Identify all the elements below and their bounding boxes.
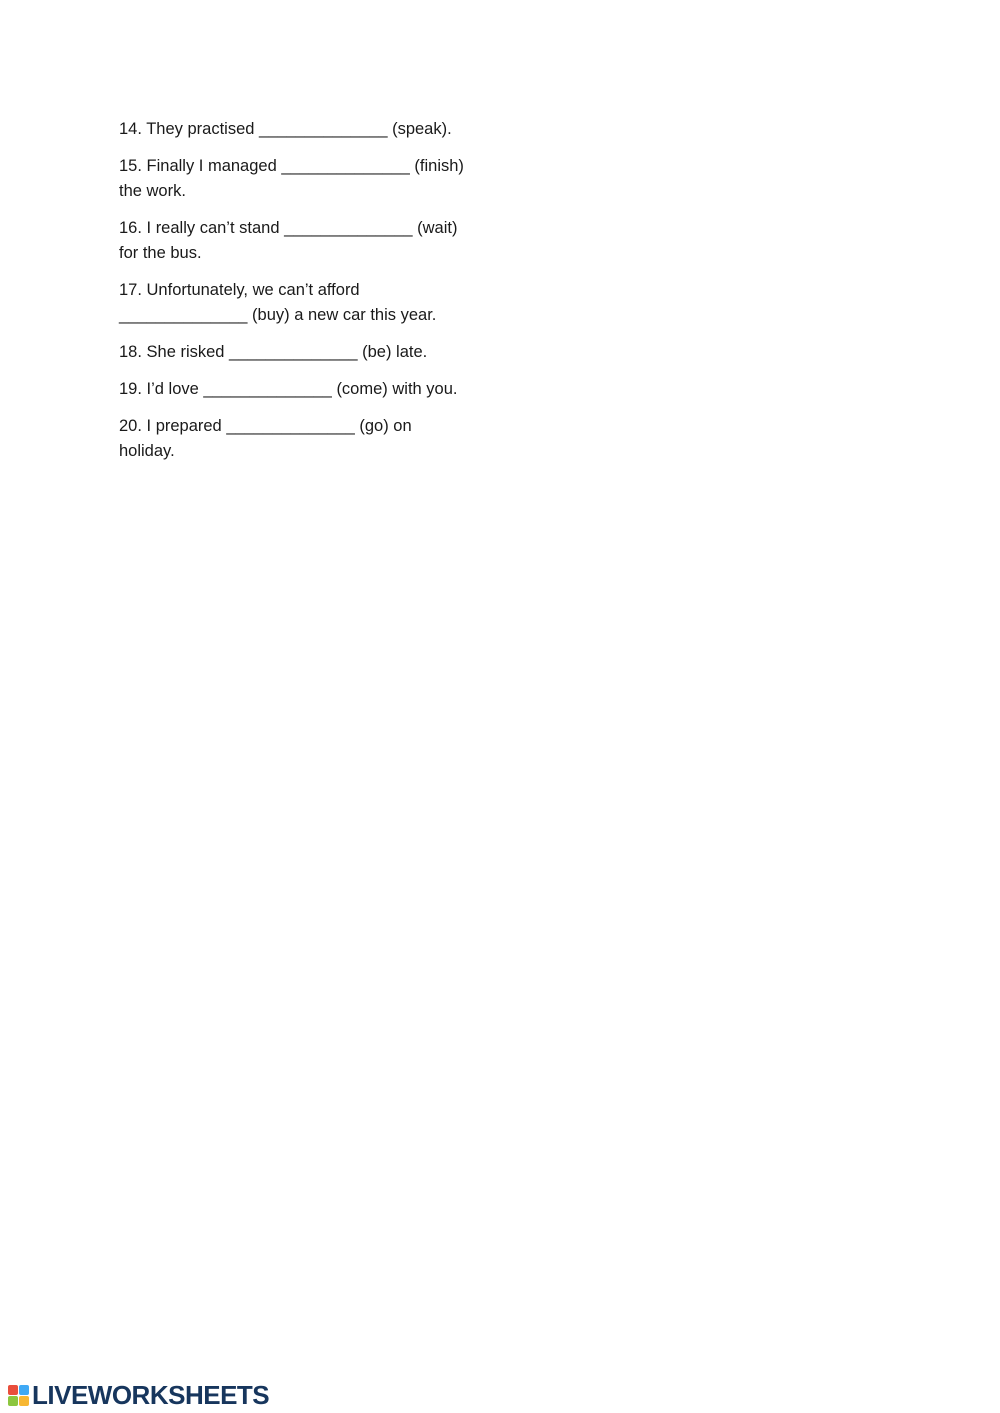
logo-block: [19, 1396, 29, 1406]
exercise-text: 15. Finally I managed ______________ (finish): [119, 157, 464, 175]
exercise-text: 16. I really can’t stand ______________ (wait): [119, 219, 458, 237]
exercise-item-16: [119, 216, 479, 266]
exercise-list: [119, 117, 479, 476]
liveworksheets-blocks-icon: [8, 1385, 29, 1406]
exercise-text: 19. I’d love ______________ (come) with you.: [119, 380, 458, 398]
exercise-text: 18. She risked ______________ (be) late.: [119, 343, 428, 361]
logo-block: [8, 1396, 18, 1406]
exercise-text: 17. Unfortunately, we can’t afford: [119, 281, 360, 299]
exercise-text-continued: for the bus.: [119, 244, 202, 262]
exercise-item-19: [119, 377, 479, 402]
exercise-item-20: [119, 414, 479, 464]
logo-block: [19, 1385, 29, 1395]
exercise-item-17: [119, 278, 479, 328]
exercise-item-18: [119, 340, 479, 365]
logo-text: LIVEWORKSHEETS: [32, 1379, 270, 1410]
exercise-item-15: [119, 154, 479, 204]
exercise-text-continued: the work.: [119, 182, 186, 200]
exercise-text-continued: holiday.: [119, 442, 175, 460]
exercise-text-continued: ______________ (buy) a new car this year.: [119, 306, 437, 324]
liveworksheets-logo: [8, 1381, 269, 1409]
logo-block: [8, 1385, 18, 1395]
exercise-text: 14. They practised ______________ (speak).: [119, 120, 452, 138]
exercise-item-14: [119, 117, 479, 142]
exercise-text: 20. I prepared ______________ (go) on: [119, 417, 412, 435]
